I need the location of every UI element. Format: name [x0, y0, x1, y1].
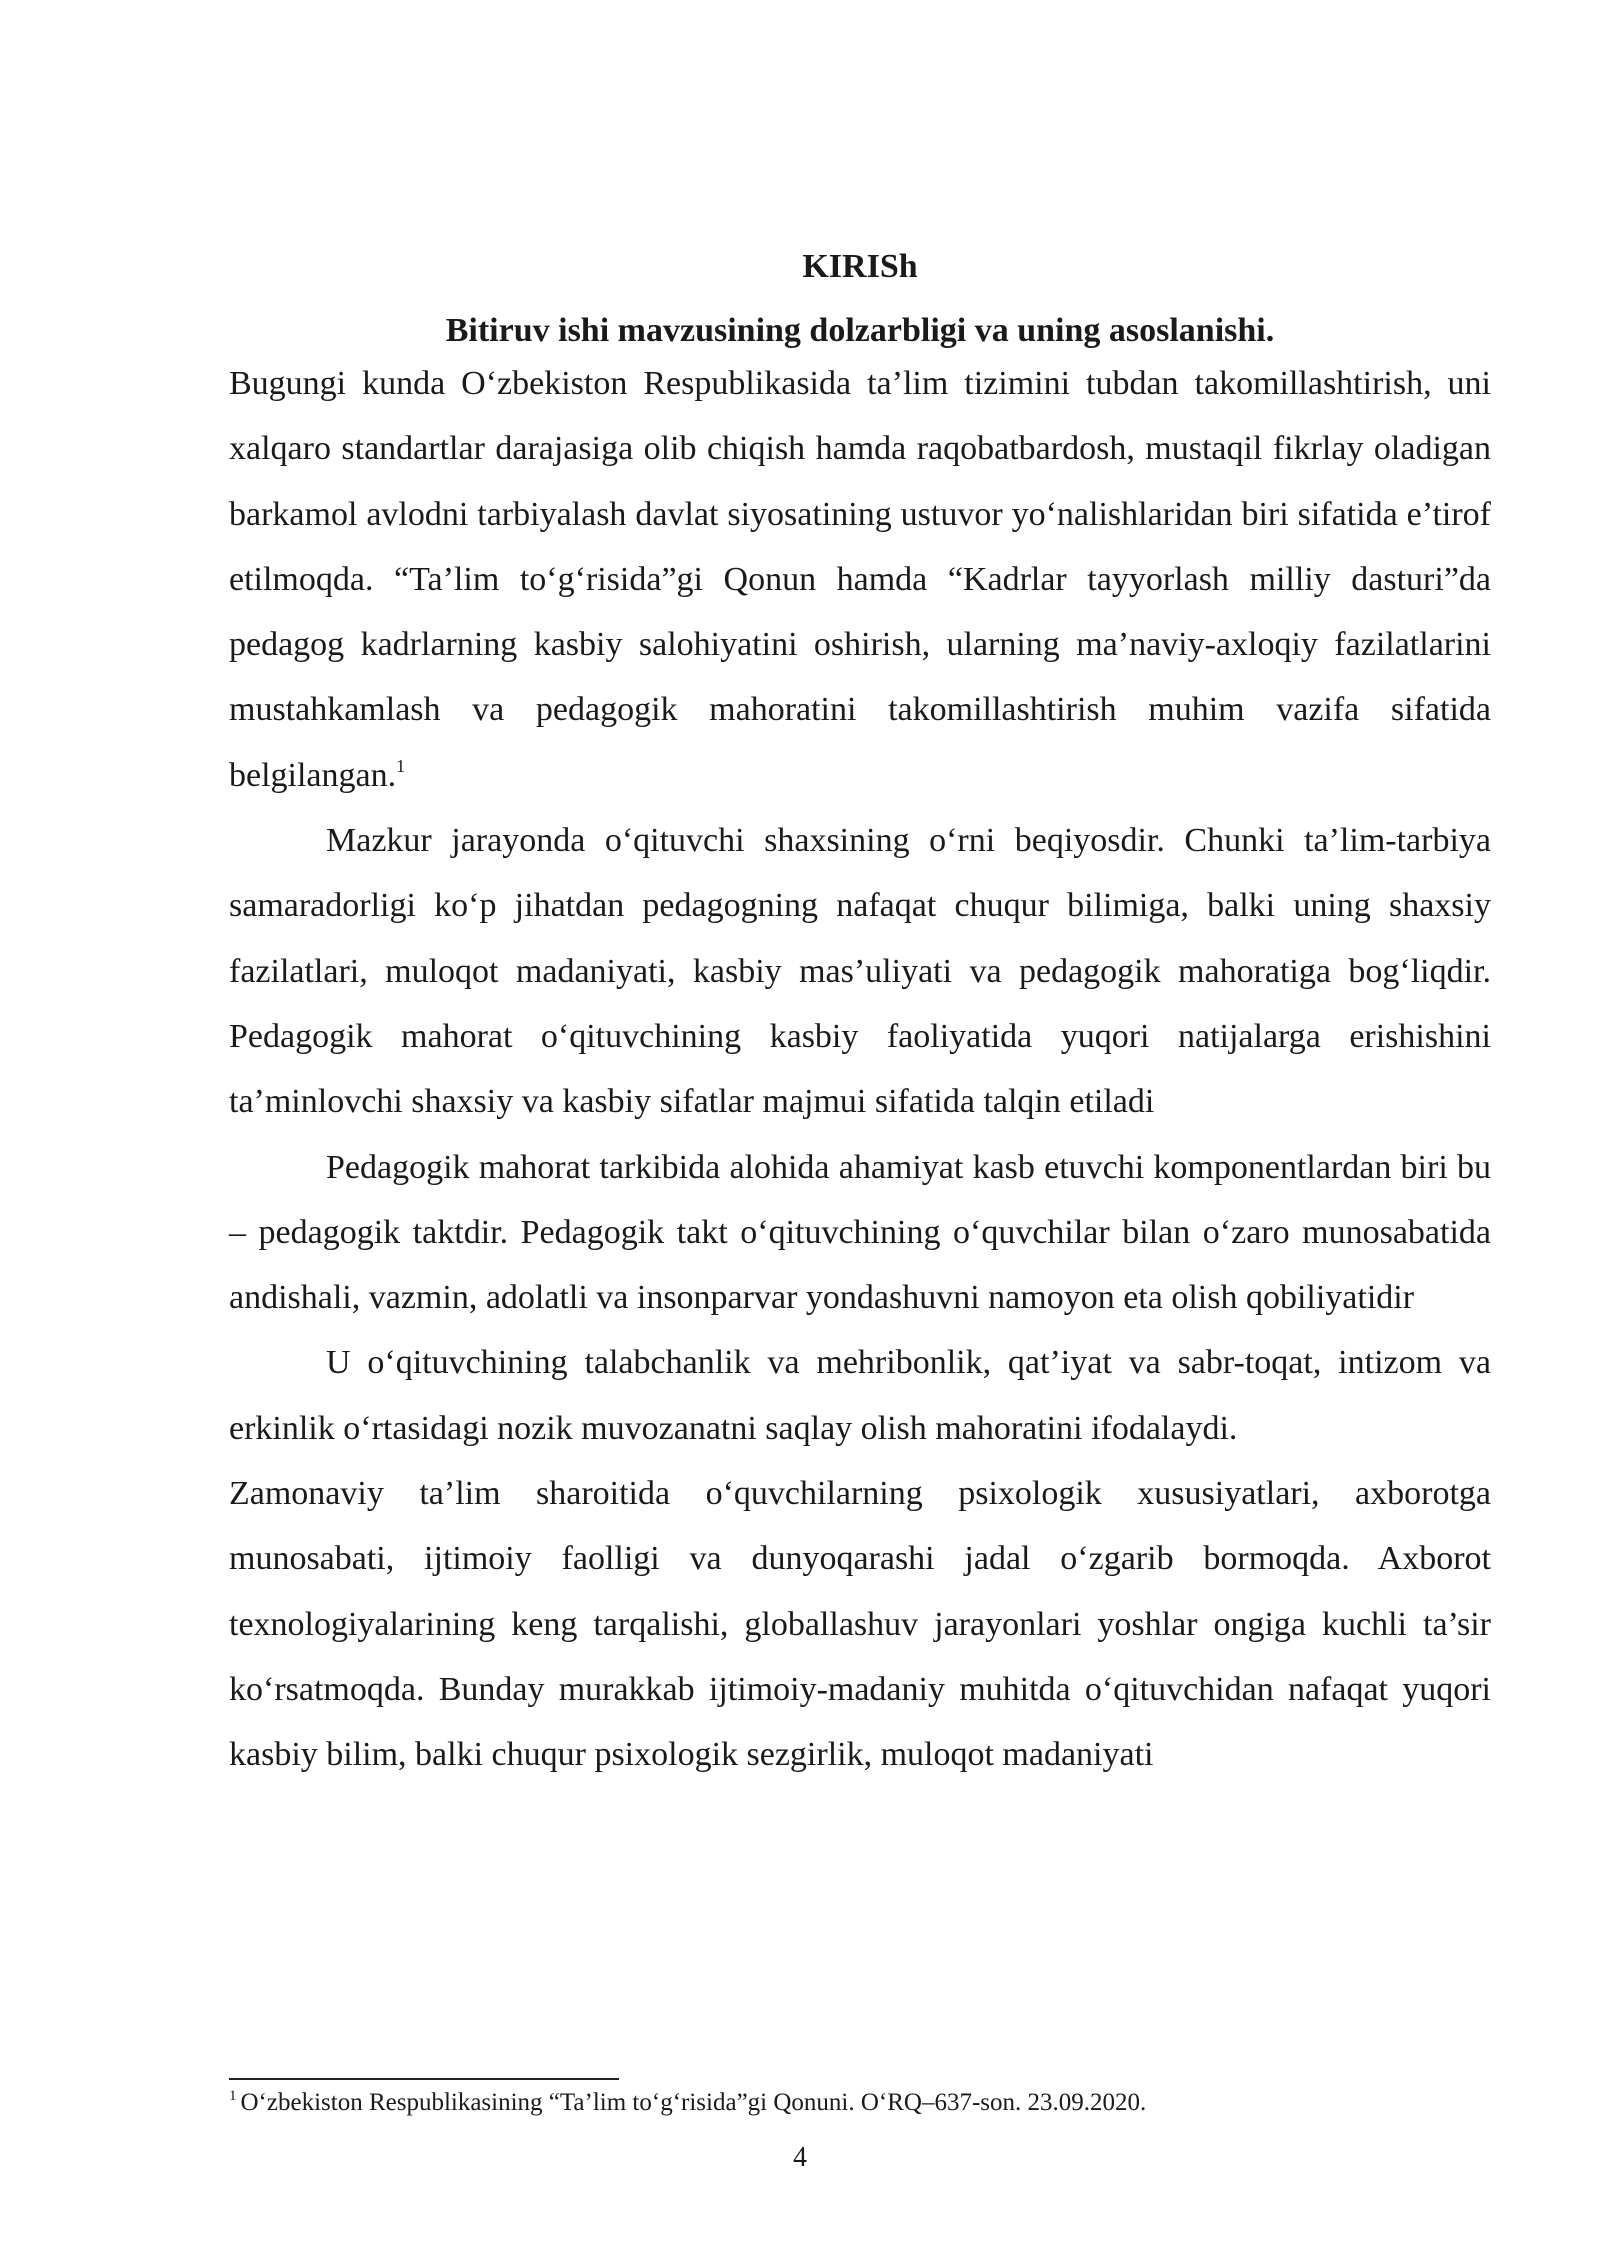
paragraph-5: Zamonaviy ta’lim sharoitida o‘quvchilarning psixologik xususiyatlari, axborotga munosabati, ijtimoiy faolligi va dunyoqarashi jadal o‘zgarib bormoqda. Axborot texnologiyalarining keng tarqalishi, globallashuv jarayonlari yoshlar ongiga kuchli ta’sir ko‘rsatmoqda. Bunday murakkab ijtimoiy-madaniy muhitda o‘qituvchidan nafaqat yuqori kasbiy bilim, balki chuqur psixologik sezgirlik, muloqot madaniyati [229, 1475, 1491, 1774]
paragraph-3: Pedagogik mahorat tarkibida alohida ahamiyat kasb etuvchi komponentlardan biri bu – pedagogik taktdir. Pedagogik takt o‘qituvchining o‘quvchilar bilan o‘zaro munosabatida andishali, vazmin, adolatli va insonparvar yondashuvni namoyon eta olish qobiliyatidir [229, 1148, 1491, 1317]
footnote-reference[interactable]: 1 [396, 755, 406, 776]
page-subtitle: Bitiruv ishi mavzusining dolzarbligi va uning asoslanishi. [445, 312, 1275, 349]
footnote-number: 1 [229, 2088, 237, 2104]
page-title: KIRISh [802, 248, 918, 285]
paragraph-4: U o‘qituvchining talabchanlik va mehribonlik, qat’iyat va sabr-toqat, intizom va erkinlik o‘rtasidagi nozik muvozanatni saqlay olish mahoratini ifodalaydi. [229, 1344, 1491, 1447]
footnote-separator [229, 2078, 619, 2080]
page-body [229, 247, 1491, 1788]
footnote-text: O‘zbekiston Respublikasining “Ta’lim to‘g‘risida”gi Qonuni. O‘RQ–637-son. 23.09.2020. [240, 2089, 1147, 2116]
paragraph-2: Mazkur jarayonda o‘qituvchi shaxsining o‘rni beqiyosdir. Chunki ta’lim-tarbiya samaradorligi ko‘p jihatdan pedagogning nafaqat chuqur bilimiga, balki uning shaxsiy fazilatlari, muloqot madaniyati, kasbiy mas’uliyati va pedagogik mahoratiga bog‘liqdir. Pedagogik mahorat o‘qituvchining kasbiy faoliyatida yuqori natijalarga erishishini ta’minlovchi shaxsiy va kasbiy sifatlar majmui sifatida talqin etiladi [229, 822, 1491, 1121]
page-number: 4 [793, 2142, 807, 2173]
footnote [229, 2087, 1491, 2119]
paragraph-1 [229, 351, 1491, 808]
paragraph-1-text: Bugungi kunda O‘zbekiston Respublikasida ta’lim tizimini tubdan takomillashtirish, uni xalqaro standartlar darajasiga olib chiqish hamda raqobatbardosh, mustaqil fikrlay oladigan barkamol avlodni tarbiyalash davlat siyosatining ustuvor yo‘nalishlaridan biri sifatida e’tirof etilmoqda. “Ta’lim to‘g‘risida”gi Qonun hamda “Kadrlar tayyorlash milliy dasturi”da pedagog kadrlarning kasbiy salohiyatini oshirish, ularning ma’naviy-axloqiy fazilatlarini mustahkamlash va pedagogik mahoratini takomillashtirish muhim vazifa sifatida belgilangan. [229, 365, 1491, 794]
